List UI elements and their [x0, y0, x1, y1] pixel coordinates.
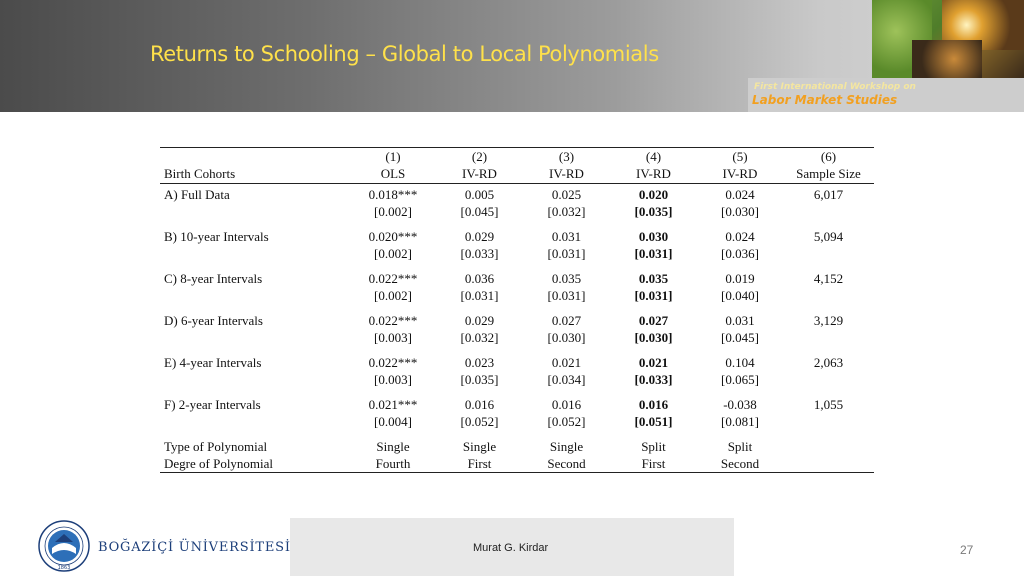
sample-size-cell: 2,063 [813, 355, 844, 370]
se-cell: [0.052] [547, 414, 586, 429]
column-label: IV-RD [610, 165, 697, 184]
se-cell: [0.003] [374, 330, 412, 345]
se-cell: [0.035] [460, 372, 499, 387]
se-cell: [0.030] [547, 330, 586, 345]
se-cell: [0.033] [460, 246, 499, 261]
se-cell: [0.002] [374, 246, 412, 261]
coef-cell: 0.016 [551, 397, 582, 412]
poly-degree-cell: First [610, 455, 697, 473]
column-number: (6) [783, 148, 874, 166]
coef-cell: 0.021 [551, 355, 582, 370]
column-number: (4) [610, 148, 697, 166]
coef-cell: 0.036 [464, 271, 495, 286]
table-row-se [160, 245, 874, 262]
column-label-row [160, 165, 874, 184]
table-row [160, 228, 874, 245]
polynomial-type-row [160, 438, 874, 455]
coef-cell: 0.016 [464, 397, 495, 412]
coef-cell: 0.018*** [368, 187, 418, 202]
column-label: IV-RD [523, 165, 610, 184]
coef-cell: 0.031 [551, 229, 582, 244]
table-row-se [160, 203, 874, 220]
row-label: Degre of Polynomial [160, 455, 350, 473]
coef-cell: 0.031 [725, 313, 755, 328]
footer-author: Murat G. Kirdar [473, 542, 549, 554]
se-cell: [0.045] [721, 330, 759, 345]
coef-cell: 0.022*** [368, 355, 418, 370]
se-cell: [0.002] [374, 288, 412, 303]
se-cell: [0.031] [460, 288, 499, 303]
column-label: OLS [350, 165, 436, 184]
table-row-se [160, 413, 874, 430]
table-row [160, 184, 874, 204]
poly-type-cell: Split [727, 439, 753, 454]
column-number: (2) [436, 148, 523, 166]
coef-cell: 0.020*** [368, 229, 418, 244]
column-label: IV-RD [697, 165, 783, 184]
row-label: B) 10-year Intervals [164, 229, 269, 244]
se-cell-highlight: [0.051] [634, 414, 673, 429]
coef-cell: 0.035 [551, 271, 582, 286]
se-cell-highlight: [0.035] [634, 204, 673, 219]
se-cell: [0.065] [721, 372, 759, 387]
coef-cell: 0.023 [464, 355, 495, 370]
se-cell-highlight: [0.031] [634, 288, 673, 303]
table-row [160, 396, 874, 413]
workshop-title-line2: Labor Market Studies [752, 93, 898, 107]
poly-type-cell: Single [549, 439, 584, 454]
table-row [160, 312, 874, 329]
coef-cell-highlight: 0.021 [638, 355, 669, 370]
table-row-se [160, 287, 874, 304]
logo-year: 1863 [57, 565, 71, 571]
worker-photo [912, 40, 982, 78]
workshop-photo-collage [872, 0, 1024, 78]
se-cell: [0.052] [460, 414, 499, 429]
coef-cell: 0.024 [725, 229, 755, 244]
table-row-se [160, 371, 874, 388]
poly-degree-cell: Second [523, 455, 610, 473]
row-label: E) 4-year Intervals [164, 355, 262, 370]
poly-type-cell: Single [376, 439, 410, 454]
coef-cell: 0.005 [464, 187, 495, 202]
sample-size-cell: 3,129 [813, 313, 844, 328]
university-logo-icon [38, 520, 90, 572]
se-cell: [0.034] [547, 372, 586, 387]
table-row [160, 354, 874, 371]
se-cell: [0.004] [374, 414, 412, 429]
polynomial-degree-row [160, 455, 874, 473]
coef-cell-highlight: 0.030 [638, 229, 669, 244]
se-cell: [0.081] [721, 414, 759, 429]
sample-size-cell: 5,094 [813, 229, 844, 244]
poly-type-cell: Single [462, 439, 497, 454]
se-cell: [0.036] [721, 246, 759, 261]
university-name: BOĞAZİÇİ ÜNİVERSİTESİ [98, 540, 291, 555]
se-cell-highlight: [0.033] [634, 372, 673, 387]
se-cell: [0.032] [547, 204, 586, 219]
se-cell: [0.045] [460, 204, 499, 219]
sample-size-cell: 4,152 [813, 271, 844, 286]
coef-cell-highlight: 0.027 [638, 313, 669, 328]
table-row-se [160, 329, 874, 346]
coef-cell: 0.021*** [368, 397, 418, 412]
sample-size-cell: 1,055 [813, 397, 844, 412]
coef-cell-highlight: 0.020 [638, 187, 669, 202]
coef-cell: 0.022*** [368, 271, 418, 286]
coef-cell: 0.025 [551, 187, 582, 202]
se-cell-highlight: [0.030] [634, 330, 673, 345]
table-row [160, 270, 874, 287]
se-cell: [0.003] [374, 372, 412, 387]
row-label: F) 2-year Intervals [164, 397, 261, 412]
poly-degree-cell: Fourth [350, 455, 436, 473]
coef-cell: -0.038 [723, 397, 757, 412]
se-cell: [0.040] [721, 288, 759, 303]
poly-degree-cell: Second [697, 455, 783, 473]
row-header: Birth Cohorts [160, 165, 350, 184]
se-cell: [0.032] [460, 330, 499, 345]
se-cell-highlight: [0.031] [634, 246, 673, 261]
workshop-title-line1: First International Workshop on [754, 82, 916, 92]
slide-header [0, 0, 1024, 112]
coef-cell-highlight: 0.016 [638, 397, 669, 412]
slide-title: Returns to Schooling – Global to Local Polynomials [150, 42, 659, 66]
column-number: (5) [697, 148, 783, 166]
se-cell: [0.030] [721, 204, 759, 219]
coef-cell: 0.029 [464, 229, 495, 244]
coef-cell: 0.024 [725, 187, 755, 202]
sample-size-cell: 6,017 [813, 187, 844, 202]
se-cell: [0.031] [547, 246, 586, 261]
coef-cell-highlight: 0.035 [638, 271, 669, 286]
coef-cell: 0.027 [551, 313, 582, 328]
coef-cell: 0.022*** [368, 313, 418, 328]
poly-degree-cell: First [436, 455, 523, 473]
column-number-row [160, 148, 874, 166]
row-label: D) 6-year Intervals [164, 313, 263, 328]
se-cell: [0.031] [547, 288, 586, 303]
coef-cell: 0.104 [725, 355, 755, 370]
coef-cell: 0.019 [725, 271, 755, 286]
row-label: A) Full Data [164, 187, 230, 202]
column-number: (1) [350, 148, 436, 166]
coef-cell: 0.029 [464, 313, 495, 328]
page-number: 27 [960, 543, 974, 557]
se-cell: [0.002] [374, 204, 412, 219]
poly-type-cell: Split [641, 439, 666, 454]
column-label: Sample Size [783, 165, 874, 184]
row-label: Type of Polynomial [164, 439, 268, 454]
row-label: C) 8-year Intervals [164, 271, 263, 286]
column-label: IV-RD [436, 165, 523, 184]
results-table [160, 147, 874, 473]
column-number: (3) [523, 148, 610, 166]
